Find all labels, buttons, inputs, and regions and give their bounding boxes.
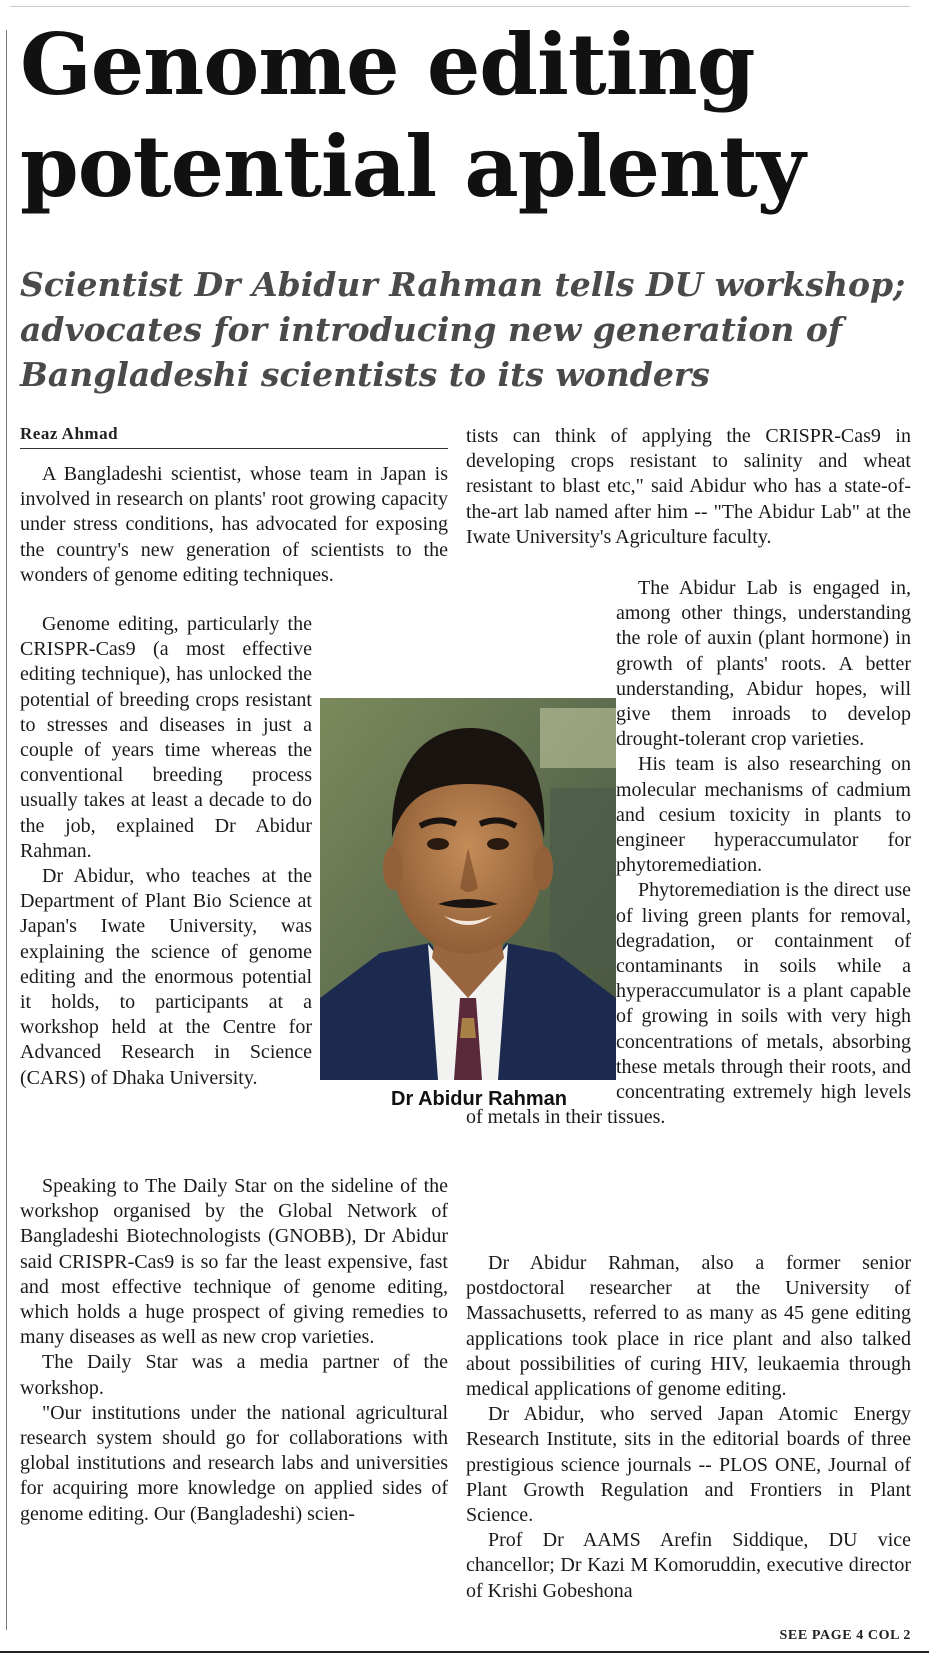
- headline-line-2: potential aplenty: [20, 117, 805, 216]
- paragraph: Phytoremediation is the direct use of living green plants for removal, degradation, or containment of contaminants in soils while a hyperaccumulator is a plant capable of growing in soils with very high concentrations of metals, absorbing these metals through their roots, and concentrating extremely high levels of metals in their tissues.: [466, 879, 911, 1129]
- paragraph: Genome editing, particularly the CRISPR-Cas9 (a most effective editing technique), has unlocked the potential of breeding crops resistant to stresses and diseases in just a couple of years time whereas the conventional breeding process usually takes at least a decade to do the job, explained Dr Abidur Rahman.: [20, 613, 312, 862]
- paragraph: His team is also researching on molecular mechanisms of cadmium and cesium toxicity in plants to engineer hyperaccumulator for phytoremediation.: [616, 753, 911, 877]
- paragraph: Dr Abidur, who teaches at the Department of Plant Bio Science at Japan's Iwate University, was explaining the science of genome editing and the enormous potential it holds, to participants at a workshop held at the Centre for Advanced Research in Science (CARS) of Dhaka University.: [20, 865, 312, 1089]
- top-border: [10, 6, 910, 7]
- bottom-border: [0, 1651, 929, 1653]
- jump-line: SEE PAGE 4 COL 2: [779, 1628, 911, 1643]
- paragraph: Prof Dr AAMS Arefin Siddique, DU vice chancellor; Dr Kazi M Komoruddin, executive director of Krishi Gobeshona: [466, 1529, 911, 1602]
- byline: Reaz Ahmad: [20, 424, 119, 443]
- paragraph: "Our institutions under the national agricultural research system should go for collaborations with global institutions and research labs and universities for acquiring more knowledge on applied sides of genome editing. Our (Bangladeshi) scien-: [20, 1401, 448, 1525]
- subheadline: [20, 262, 920, 397]
- headline-line-1: Genome editing: [20, 15, 755, 114]
- byline-rule: [20, 448, 448, 449]
- subhead-line-3: Bangladeshi scientists to its wonders: [20, 355, 710, 394]
- paragraph: tists can think of applying the CRISPR-Cas9 in developing crops resistant to salinity and wheat resistant to blast etc," said Abidur who has a state-of-the-art lab named after him -- "The Abidur Lab" at the Iwate University's Agriculture faculty.: [466, 425, 911, 548]
- subhead-line-1: Scientist Dr Abidur Rahman tells DU workshop;: [20, 265, 906, 304]
- paragraph: The Abidur Lab is engaged in, among other things, understanding the role of auxin (plant hormone) in growth of plants' roots. A better understanding, Abidur hopes, will give them inroads to develop drought-tolerant crop varieties.: [616, 577, 911, 751]
- portrait-photo: [320, 698, 616, 1080]
- photo-caption: Dr Abidur Rahman: [391, 1088, 567, 1110]
- paragraph: A Bangladeshi scientist, whose team in Japan is involved in research on plants' root growing capacity under stress conditions, has advocated for exposing the country's new generation of scientists to the wonders of genome editing techniques.: [20, 463, 448, 586]
- left-column-rule: [6, 30, 7, 1630]
- subhead-line-2: advocates for introducing new generation of: [20, 310, 843, 349]
- column-2-top: [466, 424, 911, 550]
- paragraph: Dr Abidur, who served Japan Atomic Energy Research Institute, sits in the editorial boards of three prestigious science journals -- PLOS ONE, Journal of Plant Growth Regulation and Frontiers in Plant Science.: [466, 1403, 911, 1527]
- headline: [20, 14, 920, 218]
- paragraph: Speaking to The Daily Star on the sideline of the workshop organised by the Global Network of Bangladeshi Biotechnologists (GNOBB), Dr Abidur said CRISPR-Cas9 is so far the least expensive, fast and most effective technique of genome editing, which holds a huge prospect of giving remedies to many diseases as well as new crop varieties.: [20, 1175, 448, 1349]
- column-1-bottom: [20, 1174, 448, 1527]
- column-1-top: [20, 462, 448, 588]
- portrait-image: [320, 698, 616, 1080]
- paragraph: The Daily Star was a media partner of the workshop.: [20, 1351, 448, 1399]
- column-2-bottom: [466, 1251, 911, 1604]
- paragraph: Dr Abidur Rahman, also a former senior postdoctoral researcher at the University of Massachusetts, referred to as many as 45 gene editing applications took place in rice plant and also talked about possibilities of curing HIV, leukaemia through medical applications of genome editing.: [466, 1252, 911, 1401]
